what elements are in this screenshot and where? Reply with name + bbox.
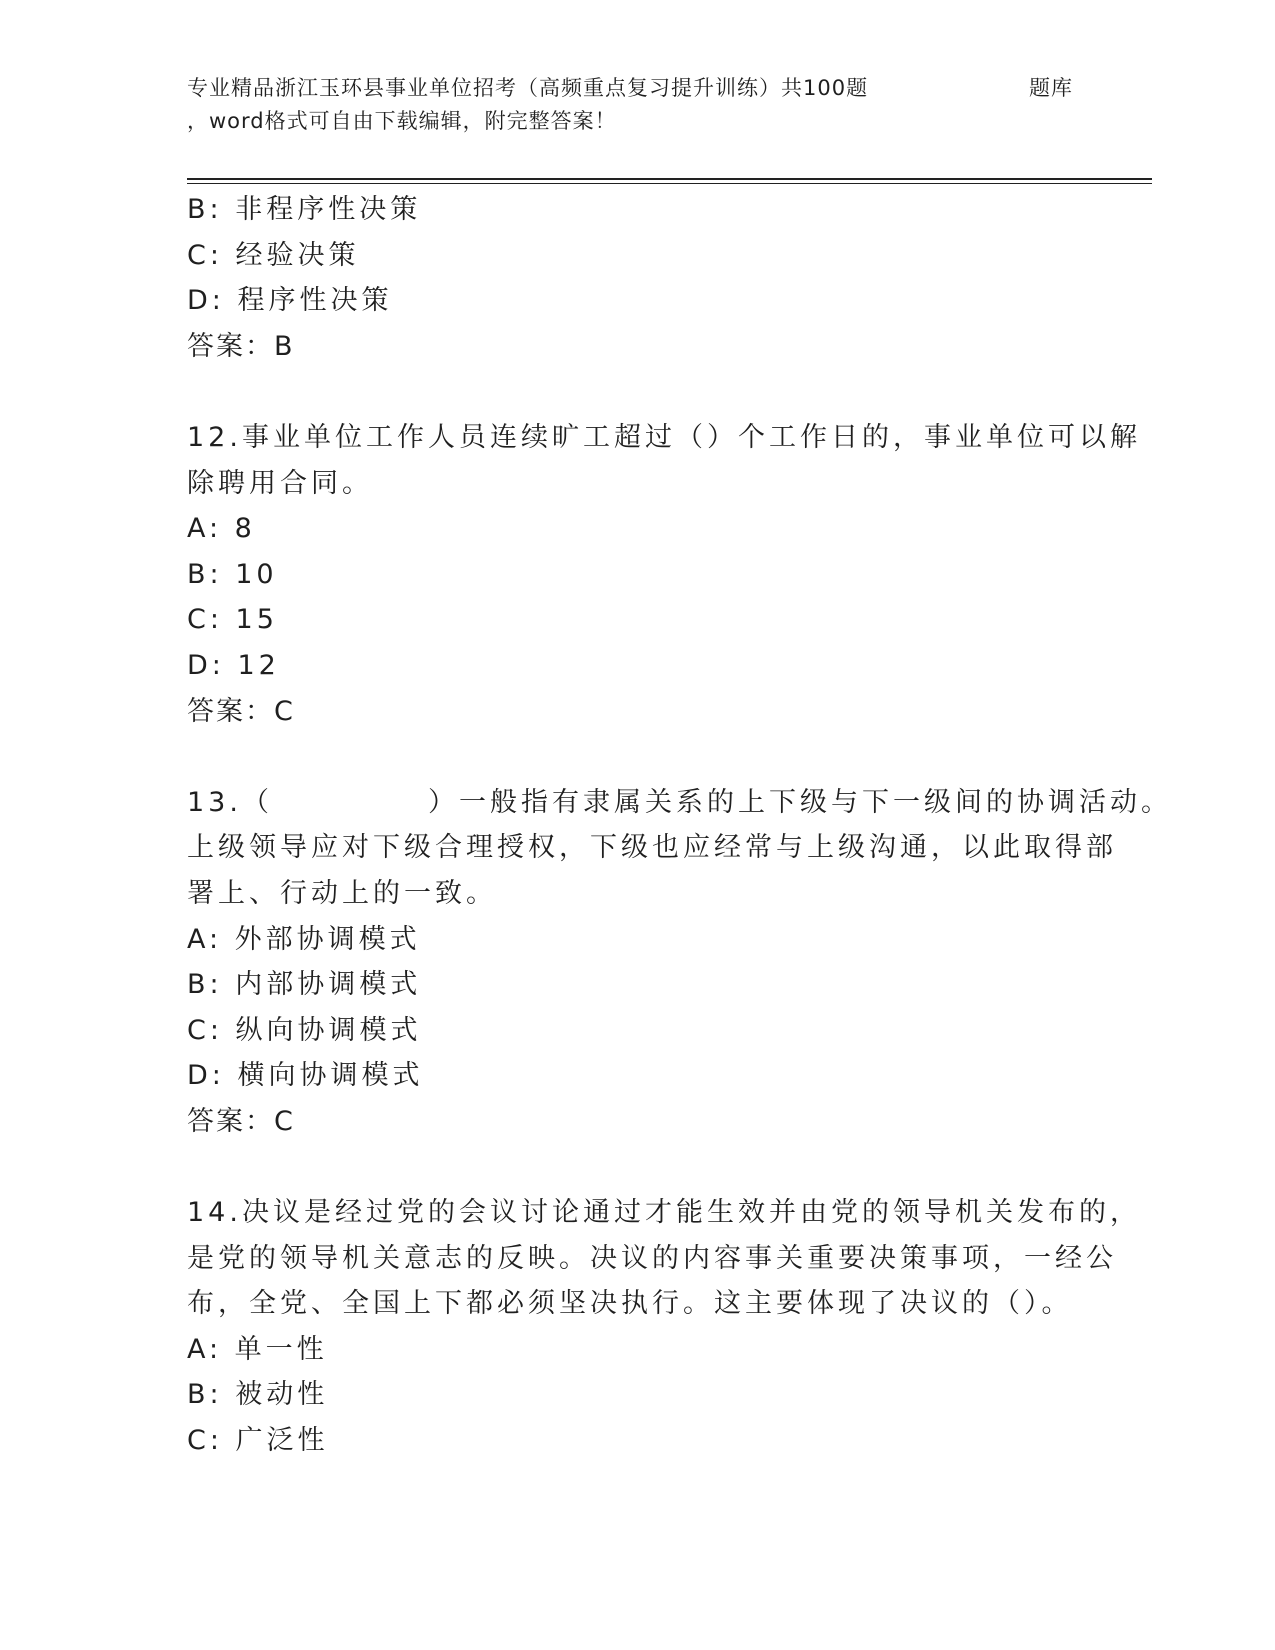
option-d: D: 程序性决策 (187, 285, 393, 317)
answer: 答案：C (187, 695, 295, 727)
header-divider-thick (187, 178, 1152, 180)
option-d: D: 12 (187, 649, 280, 681)
option-a: A: 单一性 (187, 1333, 328, 1365)
header-subtitle: ，word格式可自由下载编辑，附完整答案！ (187, 109, 617, 133)
option-c: C: 广泛性 (187, 1425, 329, 1457)
question-stem: 14.决议是经过党的会议讨论通过才能生效并由党的领导机关发布的， (187, 1197, 1141, 1229)
header-divider-thin (187, 183, 1152, 184)
option-d: D: 横向协调模式 (187, 1060, 424, 1092)
document-header (187, 72, 1087, 138)
question-11 (187, 187, 1087, 369)
header-title-line (187, 72, 1087, 105)
question-stem: 除聘用合同。 (187, 467, 373, 499)
question-12 (187, 415, 1141, 734)
option-a: A: 8 (187, 513, 256, 545)
header-title: 专业精品浙江玉环县事业单位招考（高频重点复习提升训练）共100题 (187, 76, 869, 100)
answer: 答案：B (187, 330, 295, 362)
question-stem: 是党的领导机关意志的反映。决议的内容事关重要决策事项，一经公 (187, 1242, 1117, 1274)
question-13 (187, 780, 1172, 1145)
question-stem: 上级领导应对下级合理授权，下级也应经常与上级沟通，以此取得部 (187, 832, 1117, 864)
option-a: A: 外部协调模式 (187, 923, 421, 955)
option-b: B: 非程序性决策 (187, 194, 422, 225)
option-b: B: 被动性 (187, 1379, 329, 1411)
option-c: C: 经验决策 (187, 239, 360, 271)
question-14 (187, 1190, 1141, 1464)
option-c: C: 15 (187, 604, 278, 636)
option-b: B: 10 (187, 558, 278, 590)
question-stem: 12.事业单位工作人员连续旷工超过（）个工作日的，事业单位可以解 (187, 421, 1141, 453)
header-tag: 题库 (1029, 76, 1073, 100)
option-b: B: 内部协调模式 (187, 969, 422, 1001)
question-stem: 13.（ ）一般指有隶属关系的上下级与下一级间的协调活动。 (187, 786, 1172, 818)
question-stem: 署上、行动上的一致。 (187, 877, 497, 909)
question-stem: 布，全党、全国上下都必须坚决执行。这主要体现了决议的（）。 (187, 1288, 1073, 1320)
question-list (187, 187, 1172, 1464)
answer: 答案：C (187, 1105, 295, 1137)
option-c: C: 纵向协调模式 (187, 1014, 422, 1046)
